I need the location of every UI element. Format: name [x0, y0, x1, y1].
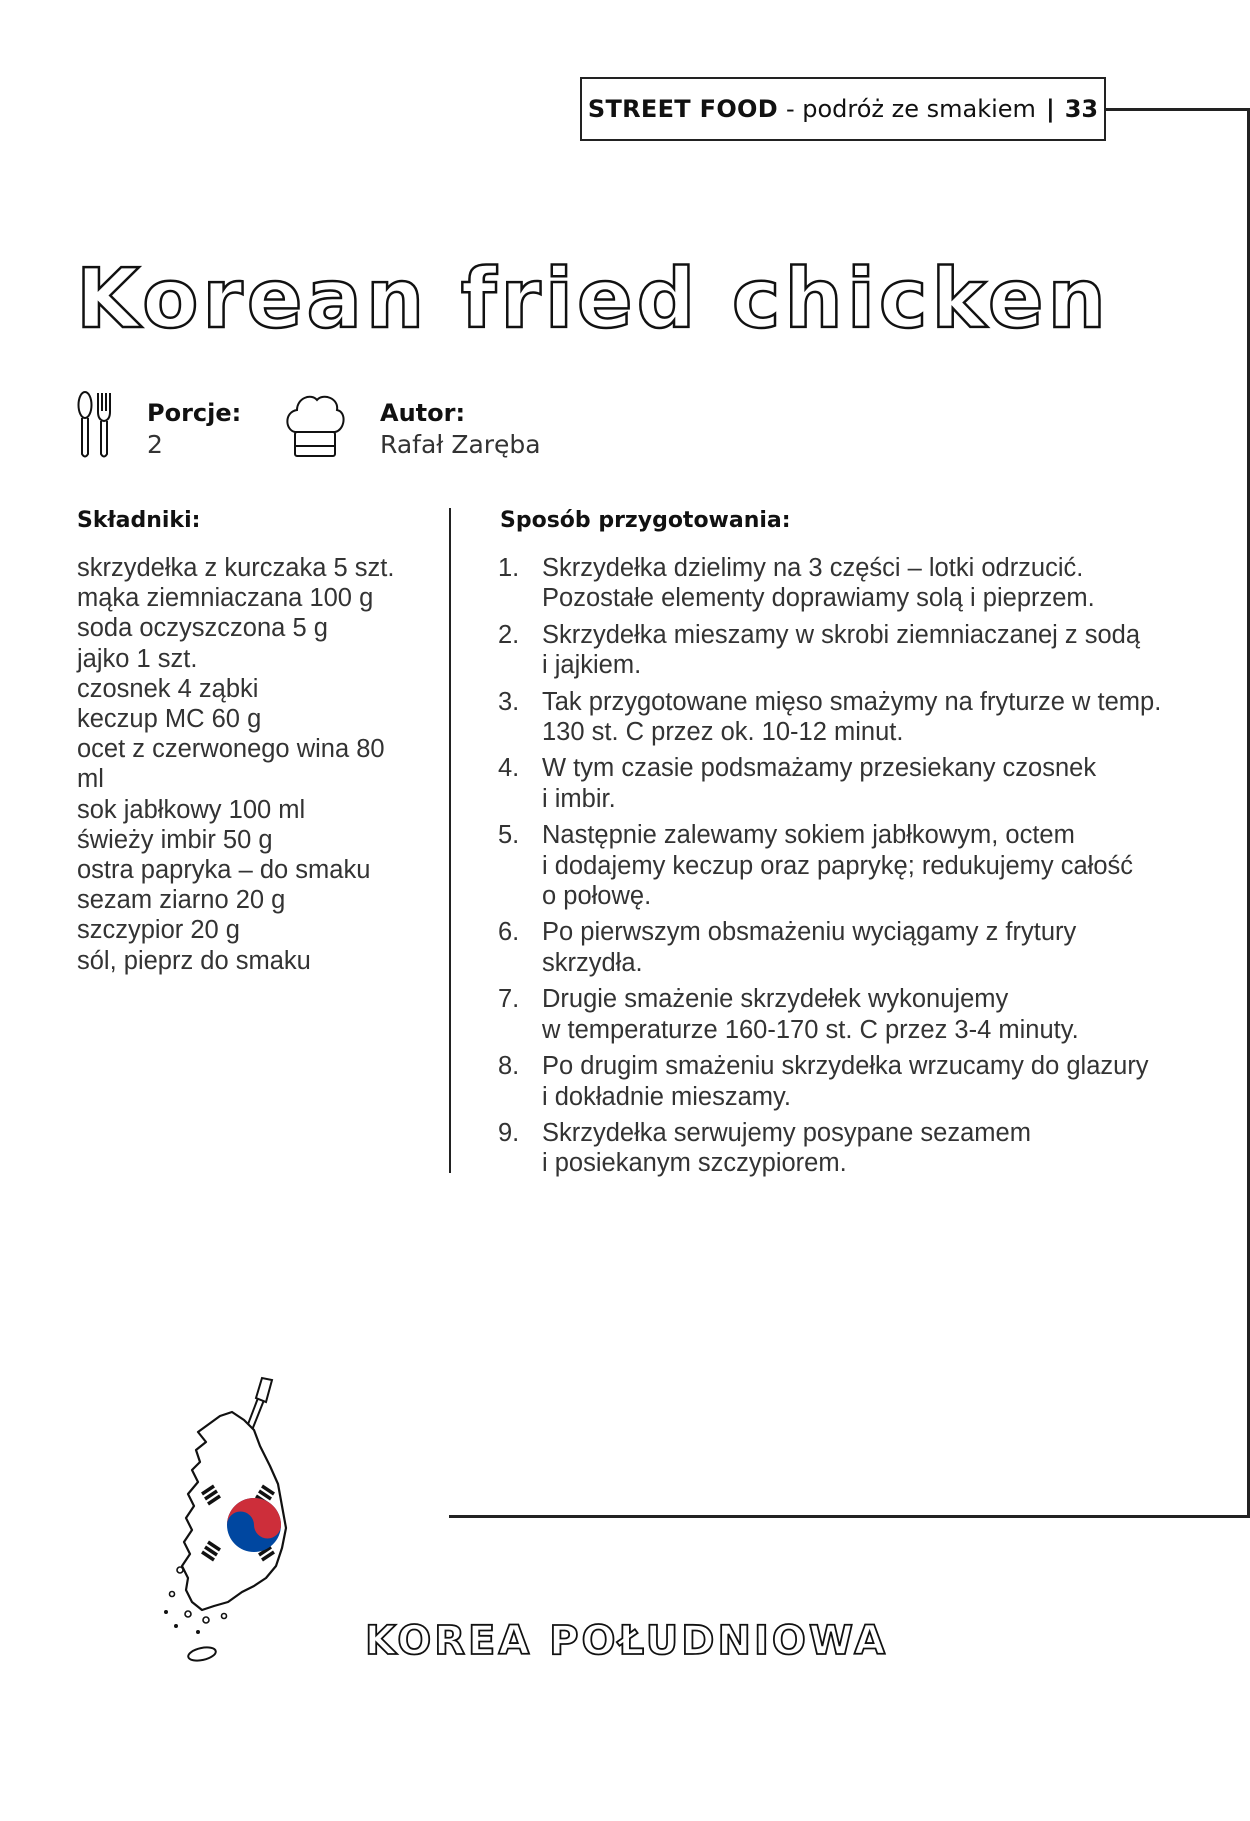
- step-text: [542, 753, 1198, 814]
- frame-line-top: [1106, 108, 1250, 111]
- step-5: [498, 820, 1198, 911]
- step-text: [542, 687, 1198, 748]
- step-line: Drugie smażenie skrzydełek wykonujemy: [542, 985, 1009, 1014]
- list-item: skrzydełka z kurczaka 5 szt.: [77, 554, 395, 582]
- step-line: Skrzydełka mieszamy w skrobi ziemniaczanej z sodą: [542, 620, 1141, 649]
- frame-line-bottom: [449, 1515, 1250, 1518]
- method-steps: [498, 553, 1198, 1185]
- step-line: w temperaturze 160-170 st. C przez 3-4 minuty.: [542, 1015, 1079, 1044]
- step-number: 4.: [498, 754, 520, 783]
- list-item: świeży imbir 50 g: [77, 825, 273, 854]
- step-line: i posiekanym szczypiorem.: [542, 1149, 847, 1178]
- step-line: Po drugim smażeniu skrzydełka wrzucamy do glazury: [542, 1052, 1149, 1081]
- step-number: 2.: [498, 620, 520, 649]
- list-item: sól, pieprz do smaku: [77, 946, 311, 975]
- cutlery-icon: [76, 390, 116, 460]
- step-number: 7.: [498, 985, 520, 1014]
- step-8: [498, 1051, 1198, 1112]
- chef-hat-icon: [283, 390, 347, 460]
- ingredients-list: [77, 553, 417, 976]
- step-line: Skrzydełka serwujemy posypane sezamem: [542, 1118, 1031, 1147]
- step-4: [498, 753, 1198, 814]
- step-line: Skrzydełka dzielimy na 3 części – lotki odrzucić.: [542, 554, 1084, 582]
- header-series: STREET FOOD: [587, 95, 778, 123]
- author-label: Autor:: [380, 399, 466, 427]
- list-item: ocet z czerwonego wina 80: [77, 735, 385, 764]
- step-line: skrzydła.: [542, 948, 643, 977]
- step-text: [542, 917, 1198, 978]
- list-item: keczup MC 60 g: [77, 705, 262, 734]
- servings-label: Porcje:: [147, 399, 242, 427]
- step-text: [542, 1118, 1198, 1179]
- step-line: i jajkiem.: [542, 651, 642, 680]
- header-separator: |: [1045, 95, 1055, 123]
- step-line: Tak przygotowane mięso smażymy na fryturze w temp.: [542, 687, 1162, 716]
- step-text: [542, 553, 1198, 614]
- frame-line-right: [1247, 108, 1250, 1517]
- step-3: [498, 687, 1198, 748]
- country-name: KOREA POŁUDNIOWA: [365, 1618, 889, 1664]
- ingredients-heading: Składniki:: [77, 508, 201, 533]
- step-1: [498, 553, 1198, 614]
- list-item: szczypior 20 g: [77, 916, 240, 945]
- step-line: 130 st. C przez ok. 10-12 minut.: [542, 718, 904, 747]
- servings-value: 2: [147, 430, 163, 459]
- taegeuk-flag-icon: [226, 1497, 282, 1553]
- step-line: i dodajemy keczup oraz paprykę; redukujemy całość: [542, 851, 1134, 880]
- step-number: 9.: [498, 1118, 520, 1147]
- list-item: sezam ziarno 20 g: [77, 886, 286, 915]
- step-9: [498, 1118, 1198, 1179]
- step-number: 5.: [498, 821, 520, 850]
- list-item: mąka ziemniaczana 100 g: [77, 584, 374, 613]
- step-2: [498, 620, 1198, 681]
- step-line: Po pierwszym obsmażeniu wyciągamy z frytury: [542, 918, 1077, 947]
- step-6: [498, 917, 1198, 978]
- step-number: 6.: [498, 918, 520, 947]
- step-number: 1.: [498, 554, 520, 582]
- header-subtitle: - podróż ze smakiem: [785, 95, 1036, 123]
- author-value: Rafał Zaręba: [380, 430, 541, 459]
- step-text: [542, 984, 1198, 1045]
- step-line: Pozostałe elementy doprawiamy solą i pieprzem.: [542, 584, 1095, 613]
- page-number: 33: [1064, 95, 1099, 123]
- step-line: o połowę.: [542, 882, 652, 911]
- step-text: [542, 620, 1198, 681]
- step-text: [542, 820, 1198, 911]
- step-line: i dokładnie mieszamy.: [542, 1082, 791, 1111]
- step-text: [542, 1051, 1198, 1112]
- list-item: ml: [77, 765, 104, 794]
- step-number: 3.: [498, 687, 520, 716]
- step-number: 8.: [498, 1052, 520, 1081]
- running-header: [580, 77, 1106, 141]
- list-item: soda oczyszczona 5 g: [77, 614, 328, 643]
- column-divider: [449, 508, 451, 1173]
- recipe-title: Korean fried chicken: [76, 252, 1110, 347]
- list-item: jajko 1 szt.: [77, 644, 198, 673]
- step-line: W tym czasie podsmażamy przesiekany czosnek: [542, 754, 1097, 783]
- list-item: sok jabłkowy 100 ml: [77, 795, 306, 824]
- step-7: [498, 984, 1198, 1045]
- list-item: czosnek 4 ząbki: [77, 674, 259, 703]
- method-heading: Sposób przygotowania:: [500, 508, 791, 533]
- step-line: i imbir.: [542, 784, 616, 813]
- step-line: Następnie zalewamy sokiem jabłkowym, octem: [542, 821, 1075, 850]
- list-item: ostra papryka – do smaku: [77, 856, 371, 885]
